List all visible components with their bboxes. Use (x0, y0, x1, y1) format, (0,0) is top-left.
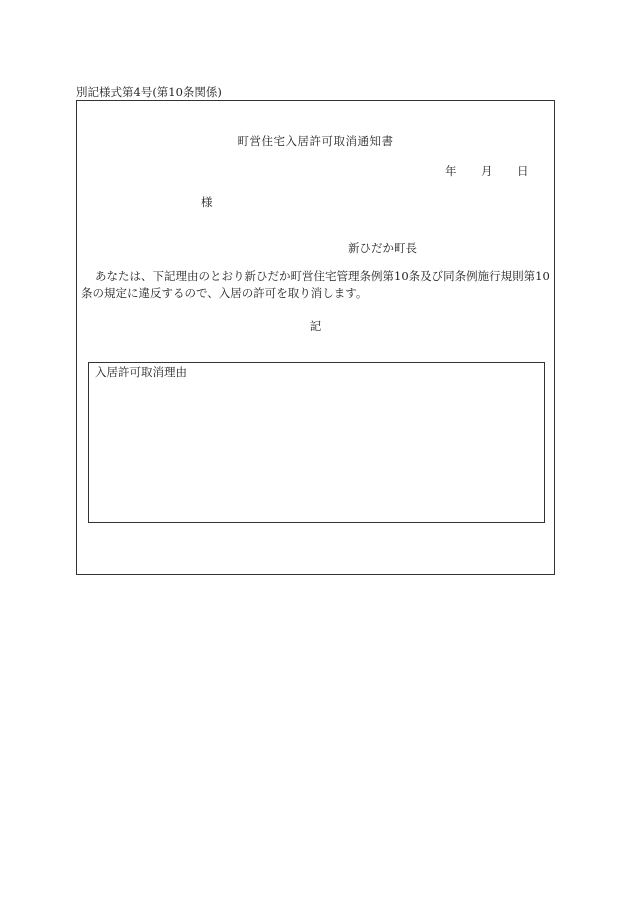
notice-frame (76, 100, 555, 575)
ki-heading: 記 (309, 319, 322, 333)
form-label: 別記様式第4号(第10条関係) (76, 85, 222, 99)
addressee-honorific: 様 (201, 195, 213, 209)
reason-label: 入居許可取消理由 (95, 365, 187, 379)
date-year-label: 年 (445, 164, 457, 178)
reason-box (88, 362, 545, 523)
issuer-name: 新ひだか町長 (348, 241, 417, 255)
date-day-label: 日 (517, 164, 529, 178)
notice-body-text: あなたは、下記理由のとおり新ひだか町営住宅管理条例第10条及び同条例施行規則第10条の規定に違反するので、入居の許可を取り消します。 (81, 269, 550, 300)
date-month-label: 月 (481, 164, 493, 178)
notice-body (81, 268, 551, 302)
document-title: 町営住宅入居許可取消通知書 (237, 134, 394, 148)
